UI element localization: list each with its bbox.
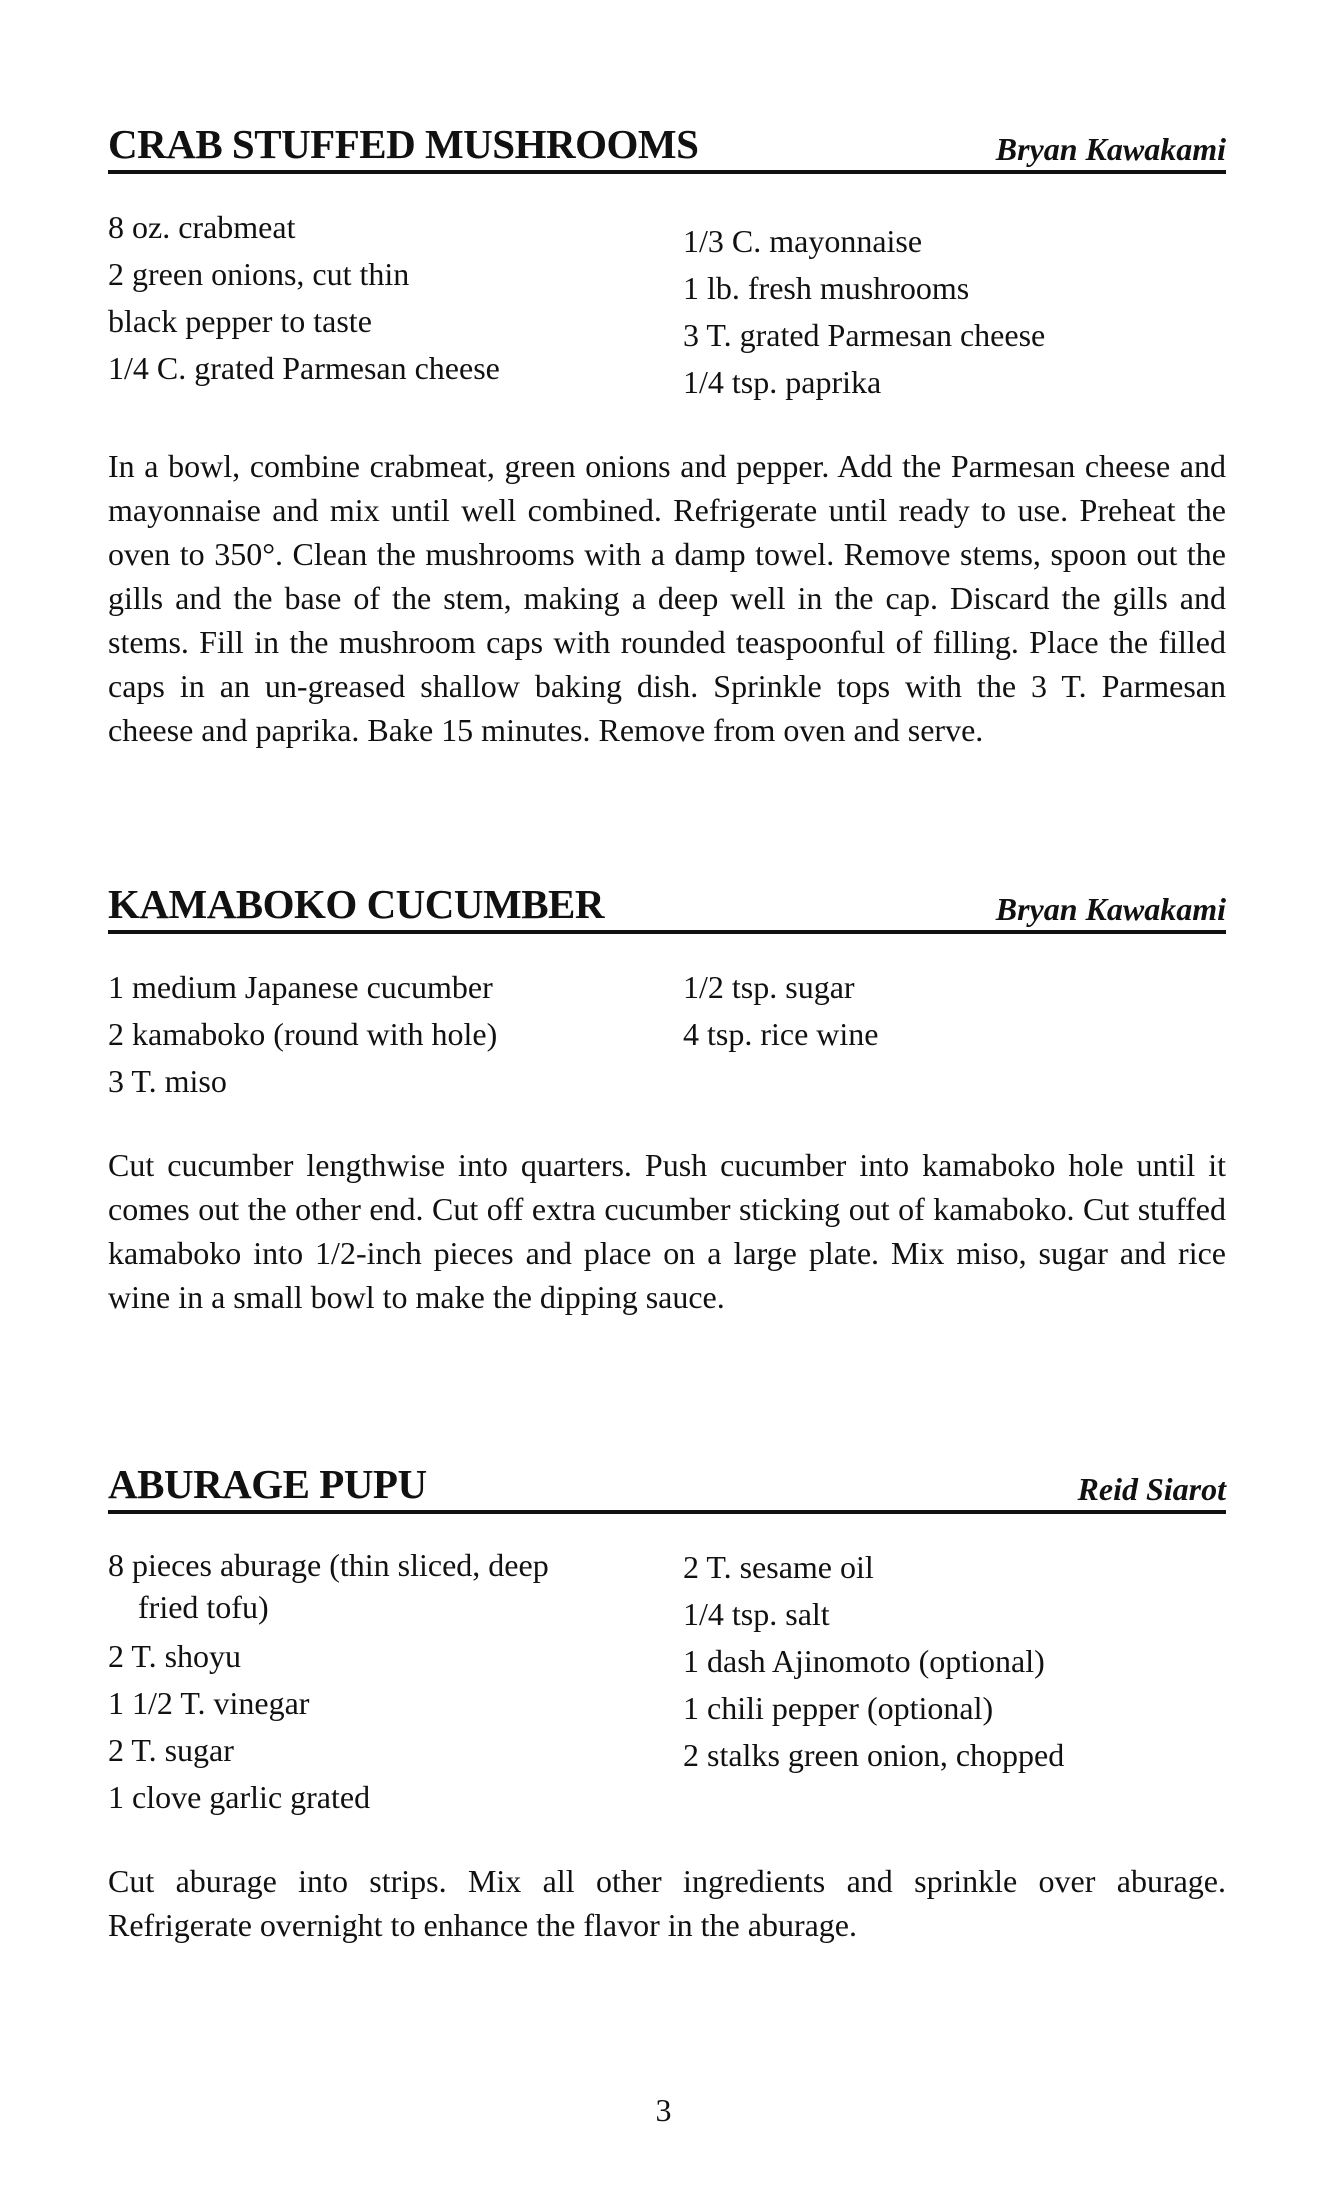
recipe-title: CRAB STUFFED MUSHROOMS [108, 121, 699, 167]
ingredient-item: 2 green onions, cut thin [108, 256, 410, 292]
recipe-author: Reid Siarot [1077, 1471, 1226, 1507]
ingredient-item: 2 T. sesame oil [683, 1549, 874, 1585]
ingredients-list [108, 204, 1226, 406]
ingredient-item-continuation: fried tofu) [138, 1589, 269, 1625]
ingredient-item: 1 clove garlic grated [108, 1779, 371, 1815]
recipe-author: Bryan Kawakami [995, 891, 1226, 927]
recipe-author: Bryan Kawakami [995, 131, 1226, 167]
recipe-header [108, 1448, 1226, 1514]
ingredients-column-right [683, 1544, 1223, 1821]
ingredient-item-line: 8 pieces aburage (thin sliced, deep [108, 1547, 549, 1583]
ingredient-item: 1 chili pepper (optional) [683, 1690, 994, 1726]
recipe-title: ABURAGE PUPU [108, 1461, 427, 1507]
recipe-aburage-pupu [108, 1448, 1226, 1979]
ingredient-item [108, 1544, 683, 1633]
ingredient-item: 1/3 C. mayonnaise [683, 223, 923, 259]
ingredient-item: 1 lb. fresh mushrooms [683, 270, 970, 306]
ingredients-column-left [108, 204, 683, 406]
recipe-kamaboko-cucumber [108, 868, 1226, 1351]
ingredient-item: 1/4 tsp. salt [683, 1596, 830, 1632]
ingredient-item: 2 stalks green onion, chopped [683, 1737, 1065, 1773]
ingredients-column-left [108, 1544, 683, 1821]
recipe-directions: Cut aburage into strips. Mix all other ingredients and sprinkle over aburage. Refrigerate overnight to enhance the flavor in the aburage. [108, 1863, 1226, 1943]
page-number: 3 [655, 2092, 672, 2128]
ingredient-item: 2 T. sugar [108, 1732, 234, 1768]
ingredient-item: 1/2 tsp. sugar [683, 969, 855, 1005]
ingredients-column-left [108, 964, 683, 1105]
ingredients-column-right [683, 964, 1223, 1105]
ingredient-item: 1 dash Ajinomoto (optional) [683, 1643, 1045, 1679]
ingredient-item: 2 T. shoyu [108, 1638, 242, 1674]
recipe-title: KAMABOKO CUCUMBER [108, 881, 605, 927]
ingredient-item: black pepper to taste [108, 303, 372, 339]
ingredients-list [108, 964, 1226, 1105]
ingredient-item: 1 1/2 T. vinegar [108, 1685, 310, 1721]
recipe-directions: In a bowl, combine crabmeat, green onions and pepper. Add the Parmesan cheese and mayonnaise and mix until well combined. Refrigerate until ready to use. Preheat the oven to 350°. Clean the mushrooms with a damp towel. Remove stems, spoon out the gills and the base of the stem, making a deep well in the cap. Discard the gills and stems. Fill in the mushroom caps with rounded teaspoonful of filling. Place the filled caps in an un-greased shallow baking dish. Sprinkle tops with the 3 T. Parmesan cheese and paprika. Bake 15 minutes. Remove from oven and serve. [108, 448, 1226, 748]
ingredient-item: 4 tsp. rice wine [683, 1016, 879, 1052]
ingredient-item: 3 T. grated Parmesan cheese [683, 317, 1046, 353]
ingredient-item: 1/4 tsp. paprika [683, 364, 882, 400]
ingredient-item: 3 T. miso [108, 1063, 227, 1099]
ingredients-list [108, 1544, 1226, 1821]
recipe-header [108, 868, 1226, 934]
ingredients-column-right [683, 218, 1223, 406]
ingredient-item: 8 oz. crabmeat [108, 209, 296, 245]
recipe-directions: Cut cucumber lengthwise into quarters. Push cucumber into kamaboko hole until it comes out the other end. Cut off extra cucumber sticking out of kamaboko. Cut stuffed kamaboko into 1/2-inch pieces and place on a large plate. Mix miso, sugar and rice wine in a small bowl to make the dipping sauce. [108, 1147, 1226, 1315]
recipe-header [108, 108, 1226, 174]
ingredient-item: 1/4 C. grated Parmesan cheese [108, 350, 500, 386]
ingredient-item: 1 medium Japanese cucumber [108, 969, 493, 1005]
recipe-crab-stuffed-mushrooms [108, 108, 1226, 784]
ingredient-item: 2 kamaboko (round with hole) [108, 1016, 498, 1052]
